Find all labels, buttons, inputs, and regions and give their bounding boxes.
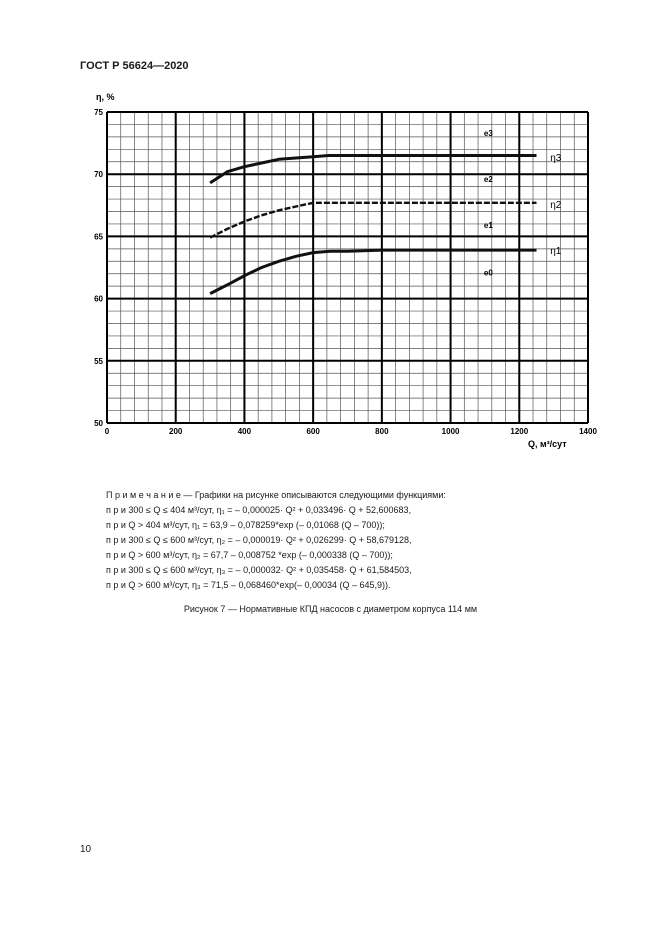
note-line: п р и Q > 600 м³/сут, η₃ = 71,5 – 0,068460*exp(– 0,00034 (Q – 645,9)). xyxy=(106,580,391,590)
grid-major xyxy=(107,112,588,423)
note-line: п р и Q > 404 м³/сут, η₁ = 63,9 – 0,078259*exp (– 0,01068 (Q – 700)); xyxy=(106,520,385,530)
y-tick-label: 50 xyxy=(94,419,103,428)
x-tick-label: 400 xyxy=(237,427,252,436)
y-axis-label: η, % xyxy=(96,92,115,102)
region-label: е3 xyxy=(483,129,493,139)
region-label: е1 xyxy=(483,221,493,231)
x-tick-label: 600 xyxy=(306,427,320,436)
document-header: ГОСТ Р 56624—2020 xyxy=(80,60,189,72)
grid-minor xyxy=(107,112,588,423)
note-block xyxy=(106,488,446,593)
series-line-η2 xyxy=(210,203,536,238)
tick-labels xyxy=(94,108,597,436)
note-line: п р и 300 ≤ Q ≤ 404 м³/сут, η₁ = – 0,000025· Q² + 0,033496· Q + 52,600683, xyxy=(106,505,412,515)
x-tick-label: 1400 xyxy=(579,427,597,436)
x-tick-label: 200 xyxy=(169,427,183,436)
curve-label: η1 xyxy=(550,246,562,258)
y-tick-label: 75 xyxy=(94,108,103,117)
y-tick-label: 65 xyxy=(94,232,103,242)
x-axis-label: Q, м³/сут xyxy=(528,439,567,449)
x-tick-label: 0 xyxy=(104,427,110,436)
y-tick-label: 70 xyxy=(94,170,103,180)
page-number: 10 xyxy=(80,844,92,855)
x-tick-label: 800 xyxy=(375,427,389,436)
region-label: е2 xyxy=(483,175,493,185)
x-tick-label: 1000 xyxy=(441,427,460,436)
region-label: е0 xyxy=(483,268,493,278)
curve-label: η3 xyxy=(550,152,562,164)
note-line: п р и 300 ≤ Q ≤ 600 м³/сут, η₃ = – 0,000032· Q² + 0,035458· Q + 61,584503, xyxy=(106,565,412,575)
curve-label: η2 xyxy=(550,200,562,212)
note-heading: П р и м е ч а н и е — Графики на рисунке описываются следующими функциями: xyxy=(106,490,446,500)
y-tick-label: 60 xyxy=(94,294,103,304)
y-tick-label: 55 xyxy=(94,356,103,366)
figure-caption: Рисунок 7 — Нормативные КПД насосов с диаметром корпуса 114 мм xyxy=(183,604,478,614)
note-line: п р и Q > 600 м³/сут, η₂ = 67,7 – 0,008752 *exp (– 0,000338 (Q – 700)); xyxy=(106,550,393,560)
note-line: п р и 300 ≤ Q ≤ 600 м³/сут, η₂ = – 0,000019· Q² + 0,026299· Q + 58,679128, xyxy=(106,535,412,545)
x-tick-label: 1200 xyxy=(510,427,529,436)
